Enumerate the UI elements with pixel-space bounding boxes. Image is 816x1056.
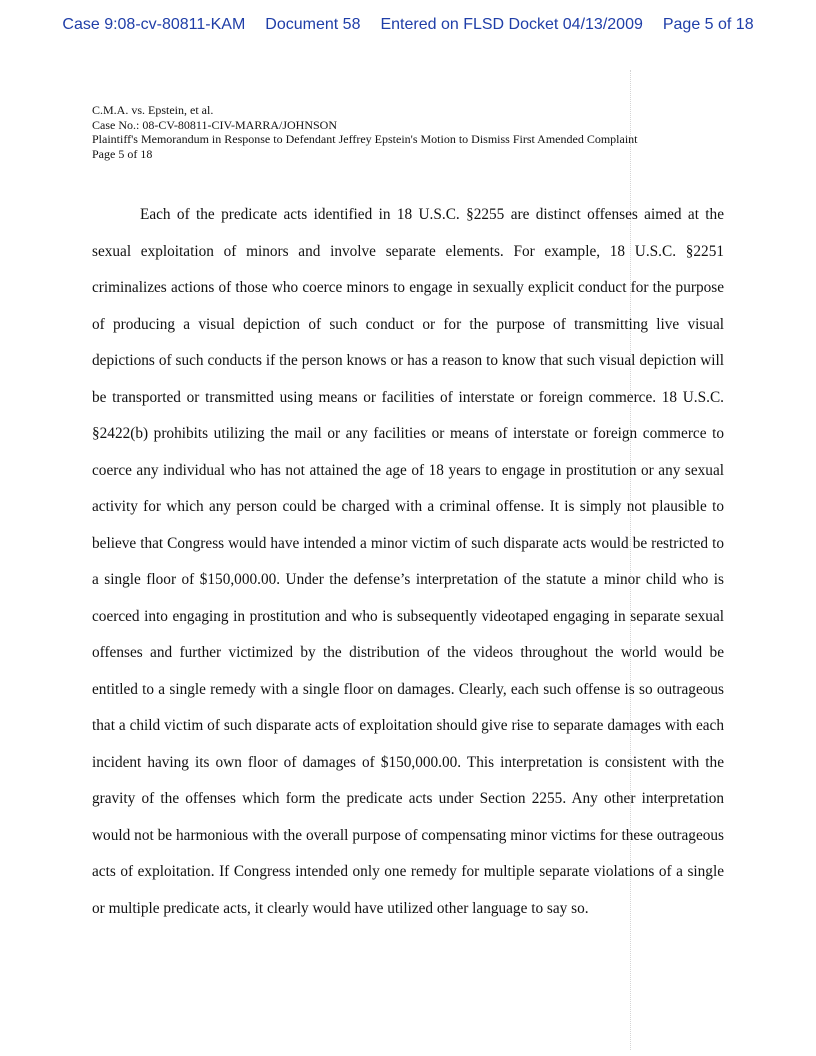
document-body xyxy=(92,197,724,927)
caption-parties: C.M.A. vs. Epstein, et al. xyxy=(92,103,214,117)
stamp-entered-date: Entered on FLSD Docket 04/13/2009 xyxy=(380,16,643,33)
docket-stamp xyxy=(0,16,816,34)
case-caption xyxy=(92,103,732,161)
stamp-document-number: Document 58 xyxy=(265,16,361,33)
caption-page-number: Page 5 of 18 xyxy=(92,146,153,161)
stamp-case-number: Case 9:08-cv-80811-KAM xyxy=(62,16,246,33)
body-paragraph: Each of the predicate acts identified in 18 U.S.C. §2255 are distinct offenses aimed at the sexual exploitation of minors and involve separate elements. For example, 18 U.S.C. §2251 criminalizes actions of those who coerce minors to engage in sexually explicit conduct for the purpose of producing a visual depiction of such conduct or for the purpose of transmitting live visual depictions of such conducts if the person knows or has a reason to know that such visual depiction will be transported or transmitted using means or facilities of interstate or foreign commerce. 18 U.S.C. §2422(b) prohibits utilizing the mail or any facilities or means of interstate or foreign commerce to coerce any individual who has not attained the age of 18 years to engage in prostitution or any sexual activity for which any person could be charged with a criminal offense. It is simply not plausible to believe that Congress would have intended a minor victim of such disparate acts would be restricted to a single floor of $150,000.00. Under the defense’s interpretation of the statute a minor child who is coerced into engaging in prostitution and who is subsequently videotaped engaging in separate sexual offenses and further victimized by the distribution of the videos throughout the world would be entitled to a single remedy with a single floor on damages. Clearly, each such offense is so outrageous that a child victim of such disparate acts of exploitation should give rise to separate damages with each incident having its own floor of damages of $150,000.00. This interpretation is consistent with the gravity of the offenses which form the predicate acts under Section 2255. Any other interpretation would not be harmonious with the overall purpose of compensating minor victims for these outrageous acts of exploitation. If Congress intended only one remedy for multiple separate violations of a single or multiple predicate acts, it clearly would have utilized other language to say so. xyxy=(92,206,724,917)
caption-case-number: Case No.: 08-CV-80811-CIV-MARRA/JOHNSON xyxy=(92,117,338,132)
caption-document-title: Plaintiff's Memorandum in Response to Defendant Jeffrey Epstein's Motion to Dismiss First Amended Complaint xyxy=(92,132,638,146)
stamp-page-number: Page 5 of 18 xyxy=(662,16,754,33)
